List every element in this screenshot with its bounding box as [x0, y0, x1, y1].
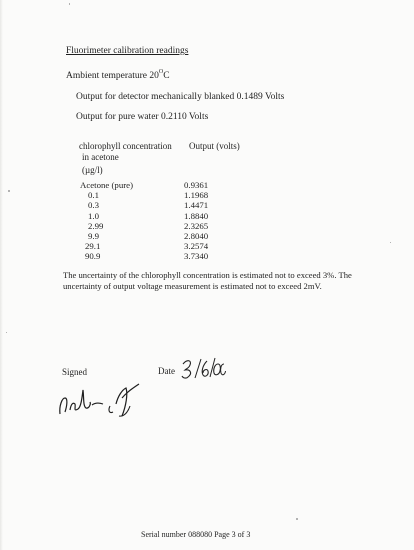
degree-sup: O [158, 69, 164, 75]
output-cell: 3.7340 [184, 251, 209, 262]
scan-speck [296, 518, 298, 520]
table-row [80, 180, 244, 190]
concentration-header-line2: in acetone [82, 152, 119, 162]
ambient-temperature [66, 70, 170, 81]
output-cell: 1.4471 [184, 200, 209, 211]
scan-speck [8, 190, 10, 192]
output-cell: 0.9361 [184, 180, 209, 190]
scan-speck [69, 3, 70, 5]
concentration-cell: 2.99 [88, 220, 104, 231]
concentration-cell: 9.9 [88, 231, 99, 242]
table-row [80, 200, 244, 210]
concentration-unit: (µg/l) [82, 165, 103, 175]
table-row [80, 221, 244, 231]
page-footer: Serial number 088080 Page 3 of 3 [141, 530, 251, 539]
uncertainty-note: The uncertainty of the chlorophyll concentration is estimated not to exceed 3%. The uncertainty of output voltage measurement is estimated not to exceed 2mV. [63, 270, 352, 291]
table-row [80, 231, 244, 241]
table-row [80, 241, 244, 251]
concentration-cell: Acetone (pure) [80, 180, 133, 190]
concentration-cell: 1.0 [88, 210, 99, 221]
scan-speck [6, 332, 7, 333]
scan-speck [390, 242, 391, 243]
signed-label: Signed [62, 367, 88, 377]
concentration-header-line1: chlorophyll concentration [79, 141, 172, 151]
concentration-cell: 90.9 [85, 251, 101, 262]
concentration-cell: 29.1 [85, 241, 101, 252]
table-row [80, 211, 244, 221]
output-cell: 2.3265 [184, 220, 209, 231]
ambient-text: Ambient temperature 20 [66, 71, 159, 82]
output-cell: 1.8840 [184, 210, 209, 221]
calibration-table [80, 180, 244, 262]
date-label: Date [158, 366, 175, 376]
concentration-cell: 0.3 [88, 200, 99, 211]
signature [56, 376, 146, 422]
blanked-output: Output for detector mechanically blanked 0.1489 Volts [76, 92, 285, 102]
pure-water-output: Output for pure water 0.2110 Volts [76, 112, 209, 122]
handwritten-date [180, 356, 226, 386]
output-cell: 1.1968 [184, 190, 209, 201]
document-title: Fluorimeter calibration readings [66, 46, 189, 56]
scan-edge [0, 0, 3, 550]
output-cell: 3.2574 [184, 241, 209, 252]
concentration-header [79, 141, 189, 176]
output-cell: 2.8040 [184, 231, 209, 242]
ambient-unit: C [163, 71, 170, 82]
concentration-cell: 0.1 [88, 190, 99, 201]
output-header: Output (volts) [189, 141, 240, 151]
table-row [80, 190, 244, 200]
table-row [80, 251, 244, 261]
